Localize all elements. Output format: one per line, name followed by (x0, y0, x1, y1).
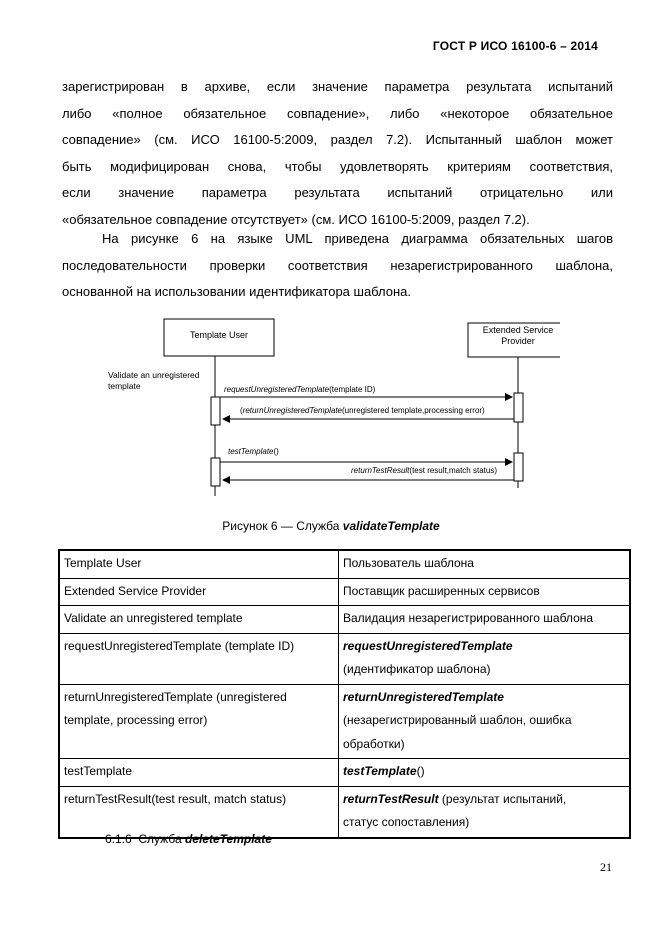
table-cell-ru (339, 633, 631, 684)
uml-sequence-diagram (100, 318, 560, 503)
method-args: статус сопоставления) (343, 815, 470, 829)
table-cell-ru (339, 759, 631, 787)
table-cell-en: requestUnregisteredTemplate (template ID) (59, 633, 339, 684)
actor-esp-label-1: Extended Service (482, 325, 554, 335)
caption-prefix: Рисунок 6 — Служба (222, 519, 343, 533)
paragraph-line: совпадение» (см. ИСО 16100-5:2009, раздел 7.2). Испытанный шаблон может (62, 132, 613, 147)
method-args: (идентификатор шаблона) (343, 662, 491, 676)
cell-line: returnUnregisteredTemplate (unregistered (64, 689, 287, 704)
figure-caption (0, 519, 662, 533)
method-name: returnTestResult (343, 791, 439, 806)
message-return-label: (returnUnregisteredTemplate(unregistered template,processing error) (240, 406, 485, 415)
activation-user-1 (211, 397, 220, 425)
activation-esp-1 (514, 393, 523, 422)
actor-template-user-label: Template User (189, 330, 249, 340)
paragraph-line: «обязательное совпадение отсутствует» (см. ИСО 16100-5:2009, раздел 7.2). (62, 211, 530, 227)
body-paragraph-2 (62, 226, 613, 306)
table-cell-ru: Валидация незарегистрированного шаблона (339, 606, 631, 634)
terms-table (58, 549, 631, 839)
section-service-name: deleteTemplate (184, 832, 272, 846)
paragraph-line: зарегистрирован в архиве, если значение параметра результата испытаний (62, 79, 613, 94)
paragraph-line: быть модифицирован снова, чтобы удовлетворять критериям соответствия, (62, 158, 613, 174)
caption-service-name: validateTemplate (342, 519, 440, 533)
paragraph-line: последовательности проверки соответствия незарегистрированного шаблона, (62, 257, 613, 273)
table-cell-en (59, 684, 339, 759)
method-args: обработки) (343, 736, 405, 751)
table-row (59, 786, 630, 838)
table-row (59, 550, 630, 578)
method-name: testTemplate (343, 764, 417, 778)
document-header: ГОСТ Р ИСО 16100-6 – 2014 (432, 39, 598, 53)
table-cell-ru: Поставщик расширенных сервисов (339, 578, 631, 606)
table-cell-en: Validate an unregistered template (59, 606, 339, 634)
actor-esp-label-2: Provider (501, 336, 535, 346)
table-row (59, 606, 630, 634)
paragraph-line: На рисунке 6 на языке UML приведена диаграмма обязательных шагов (102, 231, 613, 246)
table-cell-ru: Пользователь шаблона (339, 550, 631, 578)
section-prefix: Служба (138, 832, 185, 846)
method-args: () (416, 764, 425, 778)
method-args: (результат испытаний, (438, 791, 567, 806)
table-row (59, 633, 630, 684)
cell-line: template, processing error) (64, 713, 208, 727)
method-args: (незарегистрированный шаблон, ошибка (343, 713, 572, 727)
table-cell-ru (339, 786, 631, 838)
table-cell-en: Extended Service Provider (59, 578, 339, 606)
message-result-label: returnTestResult(test result,match status) (351, 466, 497, 475)
section-heading (105, 832, 272, 846)
page-number: 21 (600, 860, 612, 874)
table-cell-en: returnTestResult(test result, match status) (59, 786, 339, 838)
table-cell-en: Template User (59, 550, 339, 578)
method-name: returnUnregisteredTemplate (343, 689, 504, 704)
table-row (59, 759, 630, 787)
activation-user-2 (211, 458, 220, 486)
paragraph-line: если значение параметра результата испытаний отрицательно или (62, 185, 613, 200)
note-line-1: Validate an unregistered (108, 370, 200, 380)
method-name: requestUnregisteredTemplate (343, 638, 513, 653)
paragraph-line: основанной на использовании идентификатора шаблона. (62, 284, 412, 299)
body-paragraph-1 (62, 74, 613, 233)
message-test-label: testTemplate() (228, 447, 279, 456)
section-number: 6.1.6 (105, 832, 132, 846)
message-request-label: requestUnregisteredTemplate(template ID) (224, 385, 376, 394)
table-cell-ru (339, 684, 631, 759)
activation-esp-2 (514, 453, 523, 481)
table-cell-en: testTemplate (59, 759, 339, 787)
note-line-2: template (108, 381, 141, 391)
table-row (59, 684, 630, 759)
table-row (59, 578, 630, 606)
paragraph-line: либо «полное обязательное совпадение», либо «некоторое обязательное (62, 105, 613, 121)
